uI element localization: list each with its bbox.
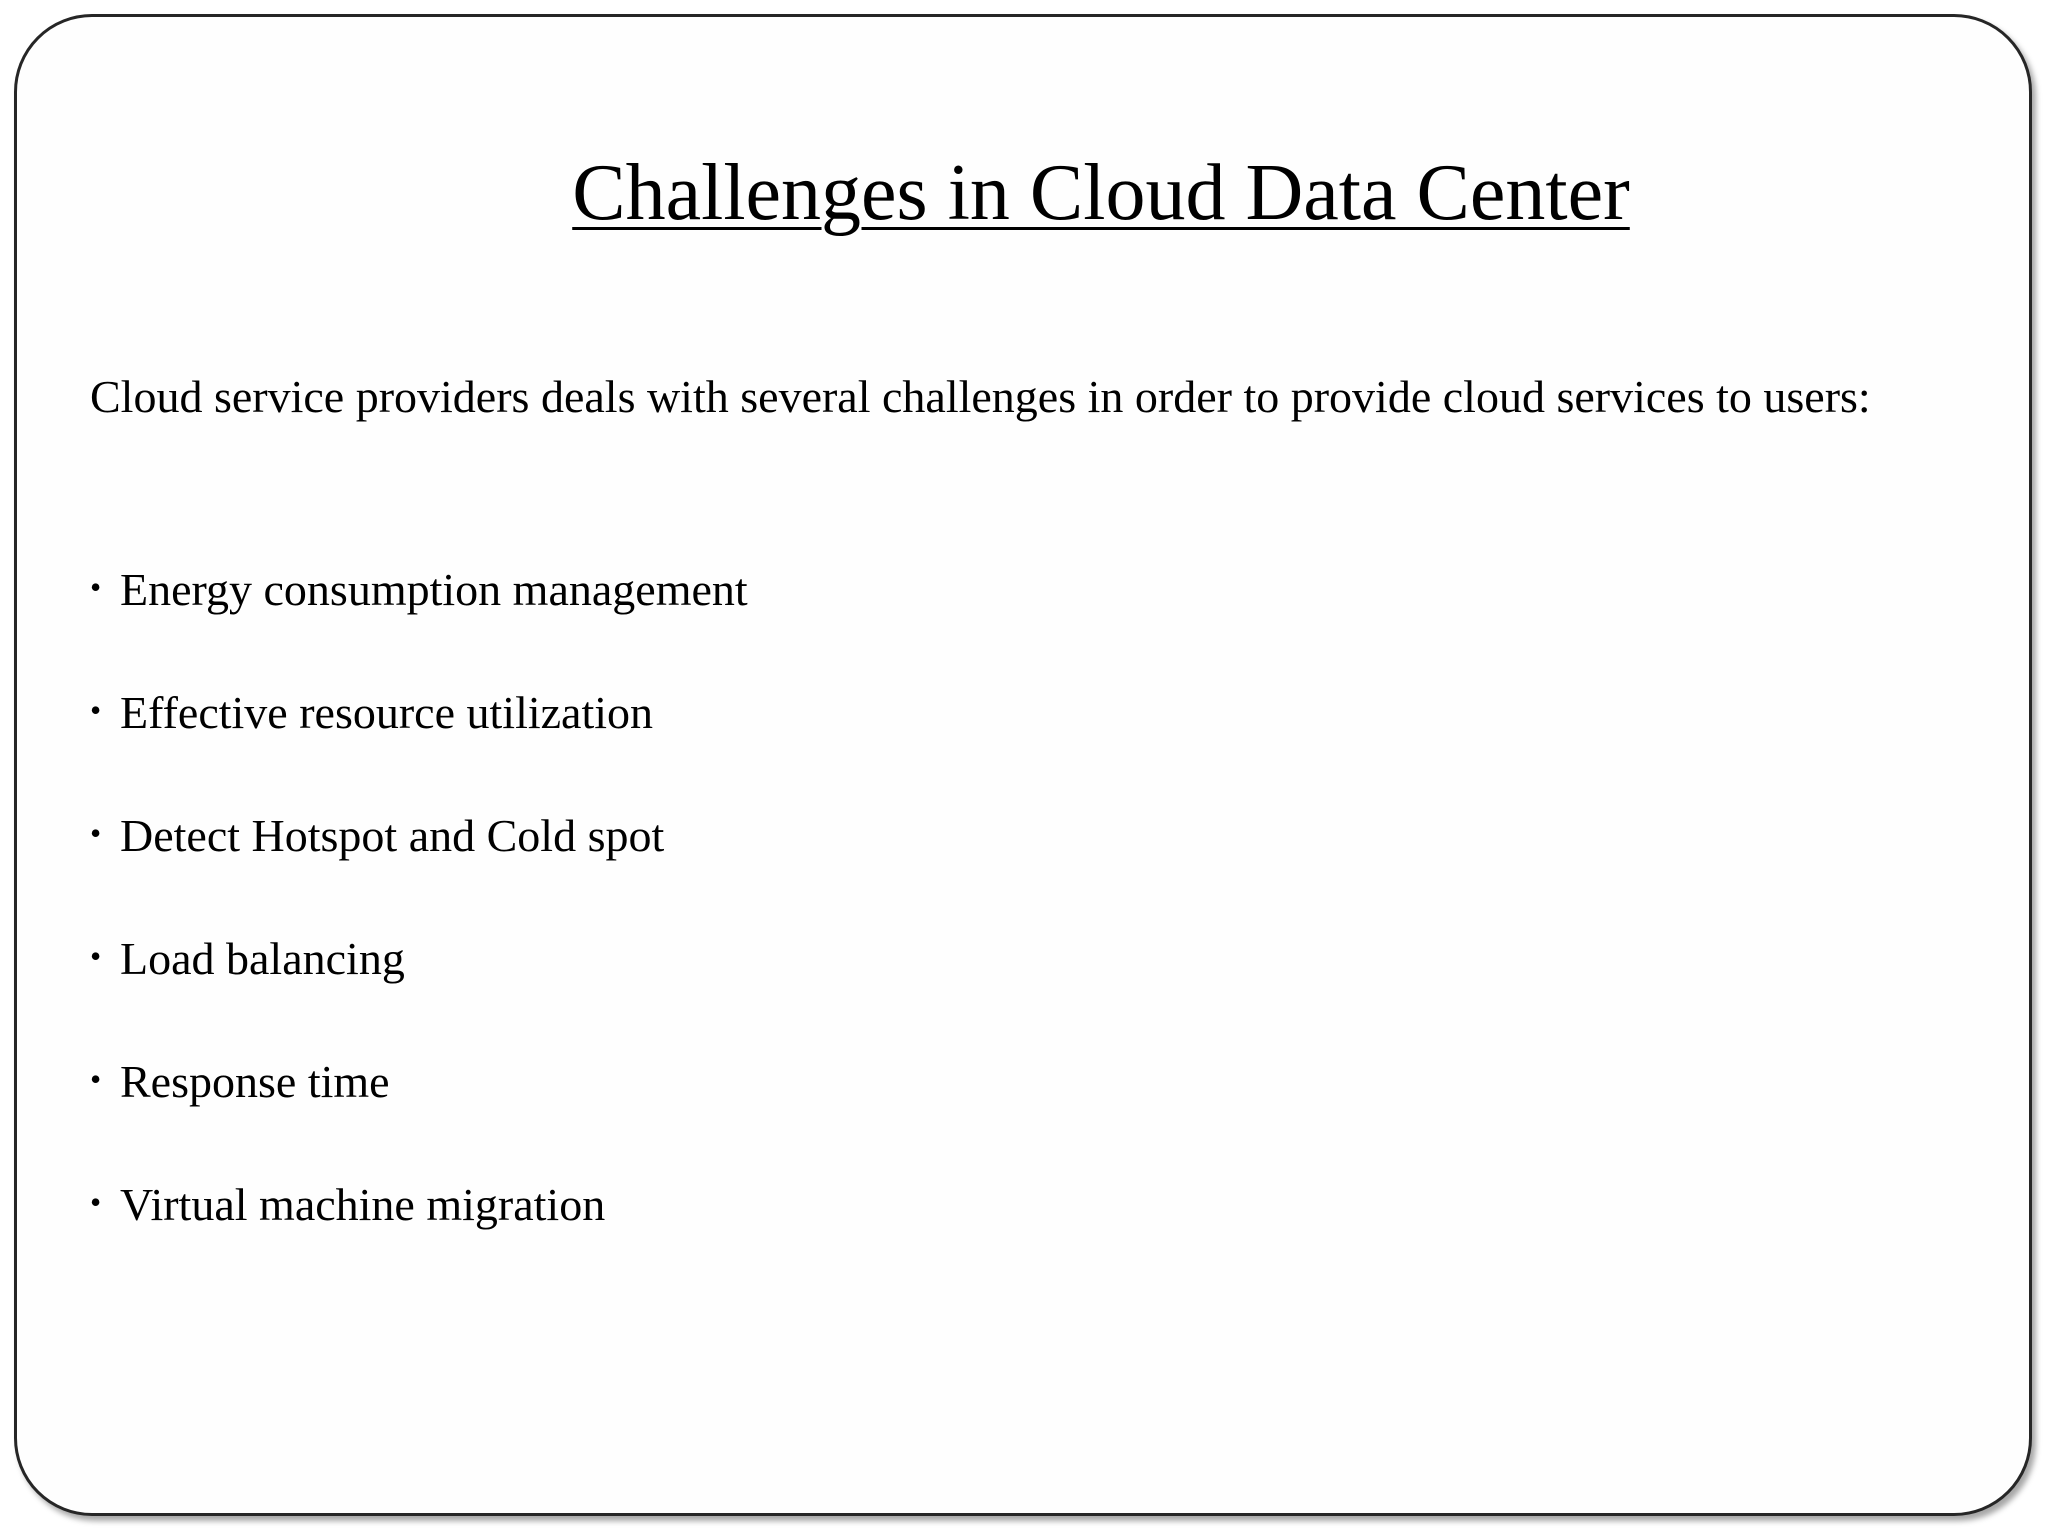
bullet-text: Load balancing bbox=[120, 933, 405, 984]
list-item bbox=[90, 924, 748, 1047]
bullet-icon: • bbox=[90, 1184, 102, 1220]
bullet-text: Energy consumption management bbox=[120, 564, 748, 615]
bullet-text: Effective resource utilization bbox=[120, 687, 654, 738]
list-item bbox=[90, 1170, 748, 1293]
bullet-icon: • bbox=[90, 1061, 102, 1097]
bullet-icon: • bbox=[90, 815, 102, 851]
slide-frame bbox=[14, 14, 2032, 1516]
bullet-icon: • bbox=[90, 692, 102, 728]
list-item bbox=[90, 801, 748, 924]
intro-paragraph: Cloud service providers deals with several challenges in order to provide cloud services to users: bbox=[90, 371, 1871, 422]
list-item bbox=[90, 1047, 748, 1170]
bullet-text: Response time bbox=[120, 1056, 390, 1107]
slide-title: Challenges in Cloud Data Center bbox=[572, 149, 1630, 237]
bullet-icon: • bbox=[90, 569, 102, 605]
list-item bbox=[90, 678, 748, 801]
list-item bbox=[90, 555, 748, 678]
bullet-text: Detect Hotspot and Cold spot bbox=[120, 810, 665, 861]
bullet-text: Virtual machine migration bbox=[120, 1179, 606, 1230]
bullet-icon: • bbox=[90, 938, 102, 974]
bullet-list bbox=[90, 555, 748, 1293]
